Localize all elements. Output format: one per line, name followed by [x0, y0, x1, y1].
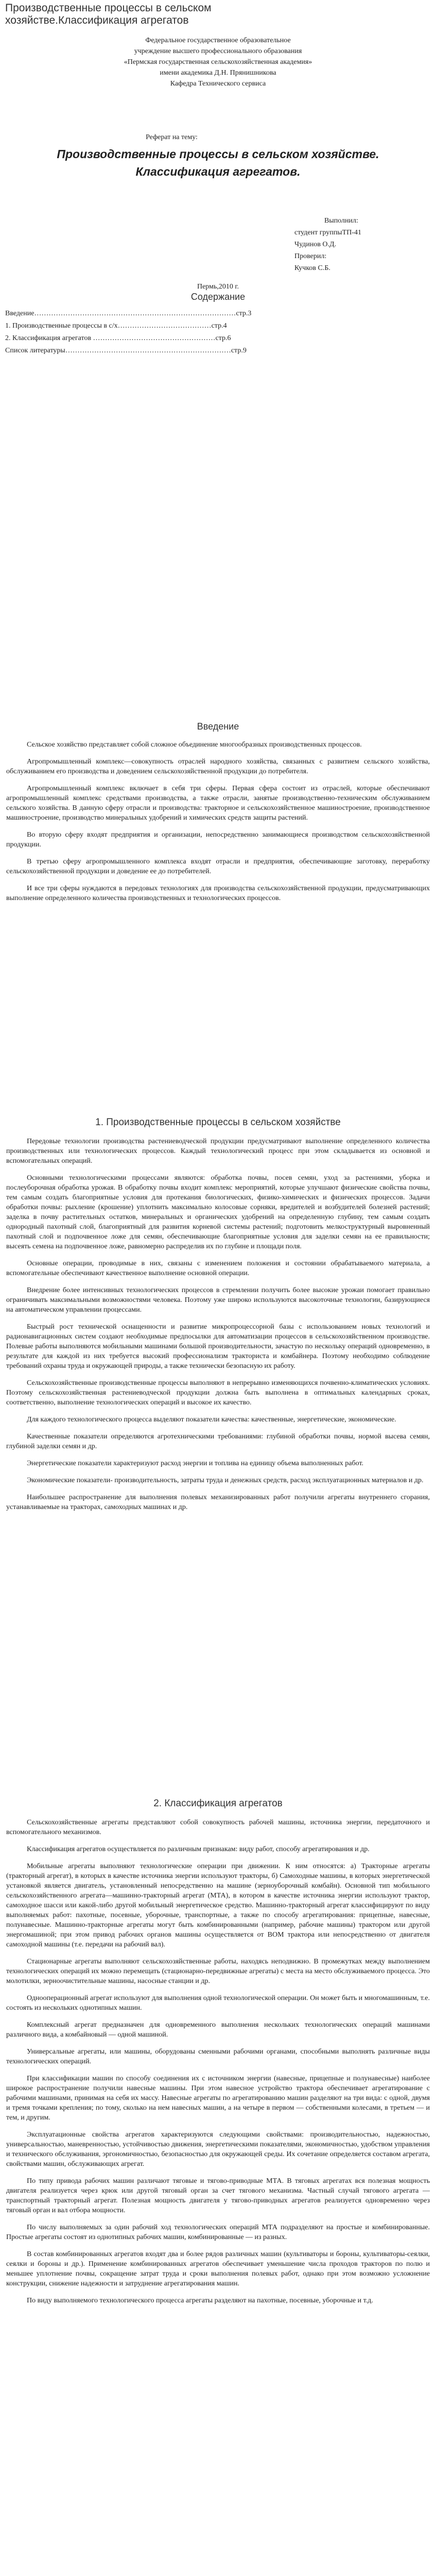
- city-year: Пермь,2010 г.: [197, 283, 239, 291]
- paragraph: Универсальные агрегаты, или машины, оборудованы сменными рабочими органами, способными выполнять различные виды технологических операций.: [6, 2048, 430, 2065]
- student-name: Чудинов О.Д.: [294, 241, 337, 248]
- paragraph: В состав комбинированных агрегатов входят два и более рядов различных машин (культиваторы и бороны, культиваторы-сеялки, сеялки и бороны и др.). Применение комбинированных агрегатов обеспечивает уменьшение числа проходов тракторов по полю и меньшее уплотнение почвы, сокращение затрат труда и сроки выполнения полевых работ, однако при этом возможно усложнение конструкции, снижение надежности и затруднение агрегатирования машин.: [6, 2250, 430, 2287]
- paragraph: В третью сферу агропромышленного комплекса входят отрасли и предприятия, обеспечивающие заготовку, переработку сельскохозяйственной продукции и доведение ее до потребителей.: [6, 858, 430, 875]
- paragraph: Агропромышленный комплекс—совокупность отраслей народного хозяйства, связанных с развитием сельского хозяйства, обслуживанием его производства и доведением сельскохозяйственной продукции до потребителя.: [6, 758, 430, 775]
- paragraph: Сельское хозяйство представляет собой сложное объединение многообразных производственных процессов.: [27, 741, 362, 749]
- paragraph: Для каждого технологического процесса выделяют показатели качества: качественные, энергетические, экономические.: [27, 1416, 396, 1423]
- toc-item[interactable]: 2. Классификация агрегатов ……………………………………………стр.6: [5, 334, 231, 342]
- org-line: «Пермская государственная сельскохозяйственная академия»: [124, 58, 312, 66]
- paragraph: Наибольшее распространение для выполнения полевых механизированных работ получили агрегаты внутреннего сгорания, устанавливаемые на тракторах, самоходных машинах и др.: [6, 1494, 430, 1511]
- topic-line: Классификация агрегатов.: [135, 165, 301, 178]
- reviewer-name: Кучков С.Б.: [294, 264, 330, 272]
- paragraph: По числу выполняемых за один рабочий ход технологических операций МТА подразделяют на простые и комбинированные. Простые агрегаты состоят из однотипных рабочих машин, комбинированные — из разных.: [6, 2224, 430, 2241]
- paragraph: По типу привода рабочих машин различают тяговые и тягово-приводные МТА. В тяговых агрегатах вся полезная мощность двигателя реализуется через крюк или другой тяговый орган за счет тягового механизма. Частный случай тягового агрегата — транспортный тракторный агрегат. Полезная мощность двигателя у тягово-приводных агрегатов реализуется одновременно через тяговый орган и вал отбора мощности.: [6, 2177, 430, 2214]
- org-line: учреждение высшего профессионального образования: [134, 47, 302, 55]
- paragraph: Стационарные агрегаты выполняют сельскохозяйственные работы, находясь неподвижно. В промежутках между выполнением технологических операций их можно перемещать (стационарно-передвижные агрегаты) с места на место обслуживаемого процесса. Это молотилки, зерноочистительные машины, насосные станции и др.: [6, 1958, 430, 1985]
- section-1-heading: 1. Производственные процессы в сельском хозяйстве: [95, 1117, 341, 1128]
- org-line: имени академика Д.Н. Прянишникова: [160, 69, 276, 77]
- paragraph: Во вторую сферу входят предприятия и организации, непосредственно занимающиеся производством сельскохозяйственной продукции.: [6, 831, 430, 849]
- section-2-heading: 2. Классификация агрегатов: [153, 1798, 283, 1809]
- paragraph: Качественные показатели определяются агротехническими требованиями: глубиной обработки почвы, нормой высева семян, глубиной заделки семян и др.: [6, 1433, 430, 1450]
- paragraph: Внедрение более интенсивных технологических процессов в стремлении получить более высокие урожаи помогает правильно ограничивать максимальными возможностями человека. Поэтому уже широко используются высокоточные технологии, базирующиеся на автоматическом управлении процессами.: [6, 1286, 430, 1314]
- paragraph: И все три сферы нуждаются в передовых технологиях для производства сельскохозяйственной продукции, предусматривающих выполнение определенного количества производственных и технологических процессов.: [6, 885, 430, 902]
- reviewer-label: Проверил:: [294, 252, 327, 260]
- paragraph: Однооперационный агрегат используют для выполнения одной технологической операции. Он может быть и многомашинным, т.е. состоять из нескольких однотипных машин.: [6, 1994, 430, 2012]
- contents-title: Содержание: [190, 292, 246, 302]
- student-group: студент группыТП-41: [294, 229, 361, 236]
- paragraph: Агропромышленный комплекс включает в себя три сферы. Первая сфера состоит из отраслей, которые обеспечивают агропромышленный комплекс средствами производства, а также отрасли, занятые производственно-техническим обслуживанием сельского хозяйства. В данную сферу отрасли и производства: тракторное и сельскохозяйственное машиностроение, производственное машиностроение, производство минеральных удобрений и химических средств защиты растений.: [6, 785, 430, 822]
- paragraph: По виду выполняемого технологического процесса агрегаты разделяют на пахотные, посевные, уборочные и т.д.: [27, 2297, 373, 2304]
- org-line: Федеральное государственное образовательное: [145, 37, 291, 44]
- paragraph: Основными технологическими процессами являются: обработка почвы, посев семян, уход за растениями, уборка и послеуборочная обработка урожая. В обработку почвы входит комплекс мероприятий, которые улучшают физические свойства почвы, тем самым создать благоприятные условия для протекания биологических, физико-химических и физических процессов. Задачи обработки почвы: рыхление (крошение) уплотнить максимально колосовые сорняки, вредителей и возбудителей болезней растений; заделка в почву растительных остатков, минеральных и органических удобрений на определенную глубину, тем самым создать однородный пахотный слой, благоприятный для развития корневой системы растений; подготовить мелкоструктурный выровненный пахотный слой и подпочвенное ложе для семян, обеспечивающие благоприятные условия для заделки семян на ее правильности; высеять семена на подпочвенное ложе, равномерно распределив их по глубине и площади поля.: [6, 1174, 430, 1250]
- paragraph: Сельскохозяйственные агрегаты представляют собой совокупность рабочей машины, источника энергии, передаточного и вспомогательного механизмов.: [6, 1819, 430, 1836]
- paragraph: Энергетические показатели характеризуют расход энергии и топлива на единицу объема выполненных работ.: [27, 1460, 364, 1467]
- paragraph: Передовые технологии производства растениеводческой продукции предусматривают выполнение определенного количества производственных или технологических процессов. Каждый технологический процесс при этом складывается из основной и вспомогательных операций.: [6, 1138, 430, 1165]
- intro-heading: Введение: [197, 721, 239, 732]
- section-2-body: [6, 1818, 430, 2313]
- topic-line: Производственные процессы в сельском хозяйстве.: [57, 147, 379, 161]
- paragraph: Классификация агрегатов осуществляется по различным признакам: виду работ, способу агрегатирования и др.: [27, 1845, 370, 1853]
- intro-body: [6, 740, 430, 910]
- paragraph: Мобильные агрегаты выполняют технологические операции при движении. К ним относятся: а) Тракторные агрегаты (тракторный агрегат), в которых в качестве источника энергии используют тракторы, б) Самоходные машины, в которых энергетической установкой является двигатель, установленный непосредственно на машине (зерноуборочный комбайн). Основной тип мобильного сельскохозяйственного агрегата—машинно-тракторный агрегат (МТА), в котором в качестве источника энергии используют трактор, самоходное шасси или какой-либо другой мобильный энергетическое средство. Машинно-тракторный агрегат классифицируют по виду выполняемых работ: пахотные, посевные, уборочные, транспортные, а также по способу агрегатирования: прицепные, навесные, полунавесные. Машинно-тракторные агрегаты могут быть комбинированными (например, рабочие машины) трактором или другой энергомашиной; при этом привод рабочих органов машины осуществляется от ВОМ трактора или непосредственно от двигателя самоходной машины (т.е. передачи на рабочий вал).: [6, 1862, 430, 1948]
- author-label: Выполнил:: [324, 217, 358, 225]
- section-1-body: [6, 1137, 430, 1519]
- referat-label: Реферат на тему:: [146, 133, 198, 141]
- toc-item[interactable]: Введение…………………………………………………………………………стр.3: [5, 310, 252, 317]
- document-title: Производственные процессы в сельском хозяйстве.Классификация агрегатов: [5, 2, 212, 26]
- paragraph: Экономические показатели- производительность, затраты труда и денежных средств, расход эксплуатационных материалов и др.: [27, 1477, 424, 1484]
- toc-item[interactable]: 1. Производственные процессы в с/х…………………………………стр.4: [5, 322, 227, 330]
- paragraph: При классификации машин по способу соединения их с источником энергии (навесные, прицепные и полунавесные) наиболее широкое распространение получили навесные машины. При этом навесное устройство трактора обеспечивает агрегатирование с рабочими машинами, принимая на себя их массу. Навесные агрегаты по агрегатированию машин разделяют на три вида: с одной, двумя и тремя точками крепления; по тому, сколько на нем навесных машин, а на четыре в первом — собственными колесами, в третьем — и тем, и другим.: [6, 2075, 430, 2122]
- paragraph: Эксплуатационные свойства агрегатов характеризуются следующими свойствами: производительностью, надежностью, универсальностью, маневренностью, устойчивостью движения, энергетическими показателями, экономичностью, удобством управления и технического обслуживания, эргономичностью, безопасностью для окружающей среды. Их сочетание определяется составом агрегата, свойствами машин, обслуживающих агрегат.: [6, 2131, 430, 2168]
- paragraph: Сельскохозяйственные производственные процессы выполняют в непрерывно изменяющихся почвенно-климатических условиях. Поэтому сельскохозяйственная растениеводческой продукции должна быть выполнена в оптимальных календарных сроках, соответственно, выполнение технологических операций и высокое их качество.: [6, 1379, 430, 1406]
- toc-item[interactable]: Список литературы……………………………………………………………стр.9: [5, 347, 247, 354]
- paragraph: Быстрый рост технической оснащенности и развитие микропроцессорной базы с использованием новых технологий и радионавигационных систем создают необходимые предпосылки для автоматизации процессов в сельскохозяйственном производстве. Полевые работы выполняются мобильными машинами большой производительности, зачастую по нескольку операций одновременно, в результате для каждой из них требуется высокий профессионализм тракториста и комбайнера. Поэтому необходимо соблюдение требований охраны труда и окружающей природы, а также технически безопасную их работу.: [6, 1323, 430, 1370]
- department: Кафедра Технического сервиса: [170, 80, 266, 88]
- paragraph: Комплексный агрегат предназначен для одновременного выполнения нескольких технологических операций машинами различного вида, а комбайновый — одной машиной.: [6, 2021, 430, 2039]
- paragraph: Основные операции, проводимые в них, связаны с изменением положения и состоянии обрабатываемого материала, а вспомогательные обеспечивают качественное выполнение основной операции.: [6, 1260, 430, 1277]
